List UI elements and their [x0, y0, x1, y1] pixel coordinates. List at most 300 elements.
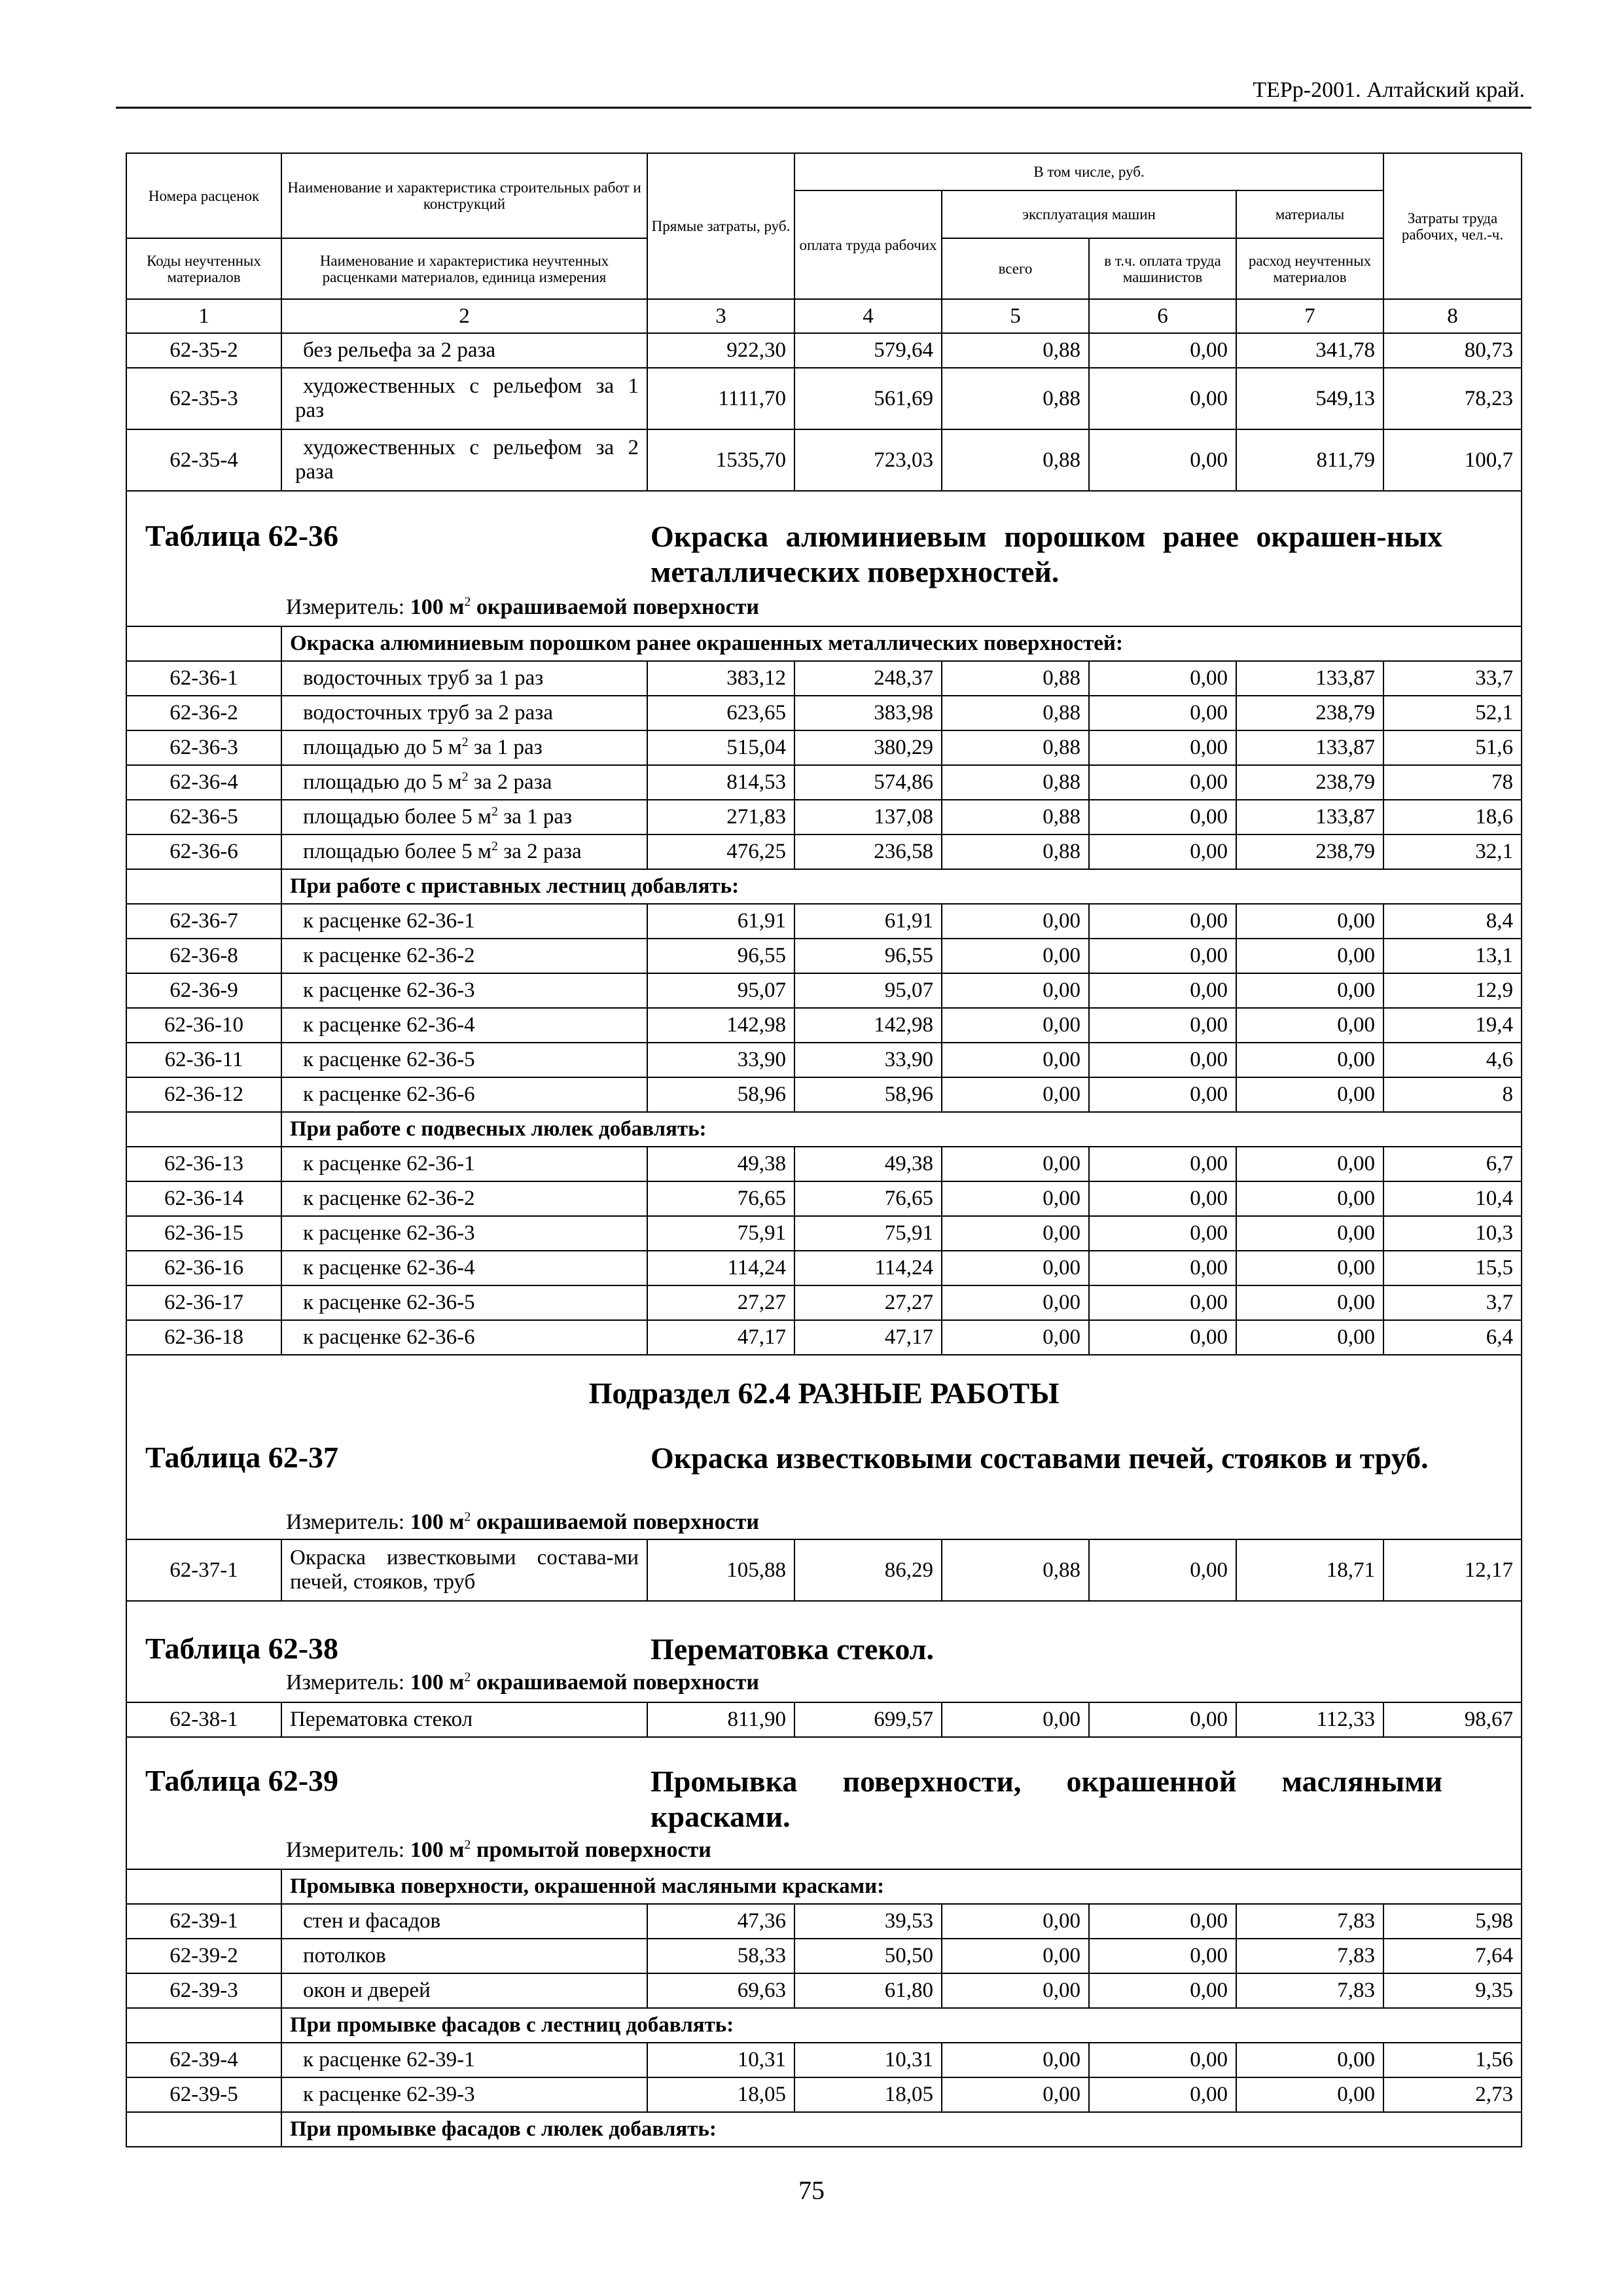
- cell-mach-total: 0,00: [942, 1077, 1089, 1112]
- table-label: Таблица 62-39: [145, 1764, 339, 1797]
- cell-hours: 8: [1383, 1077, 1522, 1112]
- measure-rest: окрашиваемой поверхности: [476, 1510, 759, 1534]
- cell-labor: 27,27: [794, 1285, 942, 1320]
- cell-hours: 5,98: [1383, 1904, 1522, 1939]
- cell-direct: 623,65: [647, 696, 794, 730]
- cell-materials: 0,00: [1236, 939, 1383, 973]
- cell-labor: 579,64: [794, 333, 942, 368]
- cell-direct: 142,98: [647, 1008, 794, 1043]
- cell-hours: 98,67: [1383, 1702, 1522, 1737]
- table-row: [126, 1285, 1522, 1320]
- cell-labor: 58,96: [794, 1077, 942, 1112]
- cell-labor: 49,38: [794, 1147, 942, 1181]
- cell-materials: 238,79: [1236, 765, 1383, 800]
- cell-labor: 383,98: [794, 696, 942, 730]
- cell-direct: 95,07: [647, 973, 794, 1008]
- rate-name: окон и дверей: [281, 1973, 647, 2008]
- cell-materials: 0,00: [1236, 1077, 1383, 1112]
- cell-mach-total: 0,00: [942, 1973, 1089, 2008]
- cell-mach-total: 0,00: [942, 973, 1089, 1008]
- table-measure: [286, 1509, 759, 1535]
- cell-mach-labor: 0,00: [1089, 939, 1236, 973]
- rate-name-sup: 2: [461, 735, 469, 749]
- cell-mach-labor: 0,00: [1089, 696, 1236, 730]
- rate-name: без рельефа за 2 раза: [281, 333, 647, 368]
- table-row: [126, 1539, 1522, 1601]
- rate-name-part: за 1 раз: [497, 805, 573, 829]
- cell-direct: 47,17: [647, 1320, 794, 1355]
- cell-mach-total: 0,00: [942, 939, 1089, 973]
- table-row: [126, 904, 1522, 939]
- cell-mach-total: 0,88: [942, 661, 1089, 696]
- rate-name-part: площадью более 5 м: [303, 805, 491, 829]
- group-row: [126, 2112, 1522, 2147]
- head-code-bottom: Коды неучтенных материалов: [126, 238, 281, 299]
- cell-hours: 4,6: [1383, 1043, 1522, 1077]
- measure-sup: 2: [464, 1670, 471, 1685]
- table-measure: [286, 1837, 711, 1863]
- cell-hours: 18,6: [1383, 800, 1522, 834]
- measure-sup: 2: [464, 1509, 471, 1524]
- cell-labor: 137,08: [794, 800, 942, 834]
- table-row: [126, 1702, 1522, 1737]
- cell-mach-total: 0,00: [942, 2043, 1089, 2077]
- cell-materials: 0,00: [1236, 1008, 1383, 1043]
- column-number: 2: [281, 299, 647, 333]
- cell-hours: 100,7: [1383, 429, 1522, 491]
- cell-mach-total: 0,00: [942, 1702, 1089, 1737]
- cell-direct: 69,63: [647, 1973, 794, 2008]
- head-name-bottom: Наименование и характеристика неучтенных расценками материалов, единица измерения: [281, 238, 647, 299]
- group-code-cell: [126, 1869, 281, 1904]
- cell-mach-labor: 0,00: [1089, 1043, 1236, 1077]
- column-number: 5: [942, 299, 1089, 333]
- group-row: [126, 1869, 1522, 1904]
- cell-direct: 105,88: [647, 1539, 794, 1601]
- table-row: [126, 2043, 1522, 2077]
- table-row: [126, 696, 1522, 730]
- cell-mach-total: 0,88: [942, 368, 1089, 429]
- subsection-title: Подраздел 62.4 РАЗНЫЕ РАБОТЫ: [588, 1376, 1060, 1410]
- table-title: Окраска алюминиевым порошком ранее окрашен-ных металлических поверхностей.: [651, 520, 1442, 588]
- cell-mach-labor: 0,00: [1089, 1702, 1236, 1737]
- cell-mach-labor: 0,00: [1089, 1077, 1236, 1112]
- table-row: [126, 1904, 1522, 1939]
- cell-mach-total: 0,88: [942, 1539, 1089, 1601]
- cell-mach-labor: 0,00: [1089, 1216, 1236, 1251]
- measure-prefix: Измеритель:: [286, 595, 405, 619]
- cell-direct: 58,33: [647, 1939, 794, 1973]
- cell-direct: 96,55: [647, 939, 794, 973]
- cell-materials: 0,00: [1236, 1216, 1383, 1251]
- cell-mach-labor: 0,00: [1089, 800, 1236, 834]
- table-row: [126, 661, 1522, 696]
- rate-name: водосточных труб за 1 раз: [281, 661, 647, 696]
- cell-direct: 33,90: [647, 1043, 794, 1077]
- rate-name: к расценке 62-36-5: [281, 1285, 647, 1320]
- rate-name: к расценке 62-39-1: [281, 2043, 647, 2077]
- cell-mach-labor: 0,00: [1089, 1973, 1236, 2008]
- rate-code: 62-39-4: [126, 2043, 281, 2077]
- group-code-cell: [126, 869, 281, 904]
- rate-name: к расценке 62-36-2: [281, 1181, 647, 1216]
- measure-rest: промытой поверхности: [476, 1838, 711, 1862]
- cell-hours: 51,6: [1383, 730, 1522, 765]
- cell-direct: 811,90: [647, 1702, 794, 1737]
- cell-labor: 39,53: [794, 1904, 942, 1939]
- rate-name-part: площадью до 5 м: [303, 770, 462, 794]
- cell-mach-labor: 0,00: [1089, 2077, 1236, 2112]
- cell-mach-labor: 0,00: [1089, 1539, 1236, 1601]
- rate-code: 62-35-4: [126, 429, 281, 491]
- rate-name: Окраска известковыми состава-ми печей, стояков, труб: [281, 1539, 647, 1601]
- rate-code: 62-36-13: [126, 1147, 281, 1181]
- table-row: [126, 1973, 1522, 2008]
- table-head-row: [126, 153, 1522, 190]
- table-measure: [286, 1670, 759, 1696]
- cell-mach-labor: 0,00: [1089, 429, 1236, 491]
- cell-direct: 18,05: [647, 2077, 794, 2112]
- table-heading-band: [126, 1355, 1522, 1539]
- rate-code: 62-36-5: [126, 800, 281, 834]
- rate-name-sup: 2: [491, 804, 498, 819]
- rate-name-part: площадью более 5 м: [303, 840, 491, 863]
- cell-direct: 383,12: [647, 661, 794, 696]
- cell-mach-labor: 0,00: [1089, 368, 1236, 429]
- measure-num: 100 м: [410, 1670, 465, 1695]
- cell-materials: 341,78: [1236, 333, 1383, 368]
- cell-mach-labor: 0,00: [1089, 1320, 1236, 1355]
- rate-name: художественных с рельефом за 1 раз: [281, 368, 647, 429]
- rate-name: потолков: [281, 1939, 647, 1973]
- table-row: [126, 939, 1522, 973]
- cell-direct: 10,31: [647, 2043, 794, 2077]
- measure-prefix: Измеритель:: [286, 1510, 405, 1534]
- cell-materials: 238,79: [1236, 834, 1383, 869]
- cell-labor: 76,65: [794, 1181, 942, 1216]
- cell-direct: 1111,70: [647, 368, 794, 429]
- cell-mach-labor: 0,00: [1089, 973, 1236, 1008]
- cell-hours: 6,4: [1383, 1320, 1522, 1355]
- head-materials: материалы: [1236, 190, 1383, 238]
- cell-labor: 380,29: [794, 730, 942, 765]
- rate-name-part: за 2 раза: [497, 840, 582, 863]
- table-row: [126, 1008, 1522, 1043]
- cell-mach-total: 0,88: [942, 429, 1089, 491]
- cell-labor: 47,17: [794, 1320, 942, 1355]
- rate-name: [281, 800, 647, 834]
- table-row: [126, 2077, 1522, 2112]
- rate-code: 62-35-3: [126, 368, 281, 429]
- table-title: Промывка поверхности, окрашенной масляными красками.: [651, 1765, 1442, 1833]
- rate-name: к расценке 62-36-3: [281, 973, 647, 1008]
- rate-name: к расценке 62-36-5: [281, 1043, 647, 1077]
- rate-code: 62-36-14: [126, 1181, 281, 1216]
- cell-mach-total: 0,88: [942, 834, 1089, 869]
- table-heading-band: [126, 491, 1522, 626]
- cell-materials: 811,79: [1236, 429, 1383, 491]
- rate-name: [281, 730, 647, 765]
- cell-hours: 10,4: [1383, 1181, 1522, 1216]
- table-row: [126, 1043, 1522, 1077]
- head-hours: Затраты труда рабочих, чел.-ч.: [1383, 153, 1522, 299]
- rate-code: 62-38-1: [126, 1702, 281, 1737]
- cell-hours: 10,3: [1383, 1216, 1522, 1251]
- cell-labor: 142,98: [794, 1008, 942, 1043]
- cell-hours: 8,4: [1383, 904, 1522, 939]
- cell-direct: 61,91: [647, 904, 794, 939]
- rate-name: к расценке 62-36-6: [281, 1077, 647, 1112]
- rate-code: 62-36-4: [126, 765, 281, 800]
- table-row: [126, 1216, 1522, 1251]
- cell-mach-labor: 0,00: [1089, 333, 1236, 368]
- cell-mach-labor: 0,00: [1089, 1285, 1236, 1320]
- rate-name: к расценке 62-36-4: [281, 1008, 647, 1043]
- cell-hours: 52,1: [1383, 696, 1522, 730]
- cell-materials: 0,00: [1236, 1043, 1383, 1077]
- cell-direct: 114,24: [647, 1251, 794, 1285]
- cell-labor: 61,91: [794, 904, 942, 939]
- head-incl: В том числе, руб.: [794, 153, 1383, 190]
- cell-hours: 3,7: [1383, 1285, 1522, 1320]
- cell-mach-labor: 0,00: [1089, 904, 1236, 939]
- cell-direct: 814,53: [647, 765, 794, 800]
- cell-hours: 1,56: [1383, 2043, 1522, 2077]
- cell-mach-total: 0,00: [942, 1216, 1089, 1251]
- group-row: [126, 1112, 1522, 1147]
- rate-name: к расценке 62-39-3: [281, 2077, 647, 2112]
- column-number-row: [126, 299, 1522, 333]
- page-number: 75: [798, 2176, 825, 2205]
- table-label: Таблица 62-36: [145, 519, 339, 552]
- cell-hours: 13,1: [1383, 939, 1522, 973]
- head-machines: эксплуатация машин: [942, 190, 1236, 238]
- cell-mach-labor: 0,00: [1089, 1181, 1236, 1216]
- rate-name-sup: 2: [491, 839, 498, 853]
- table-row: [126, 1251, 1522, 1285]
- cell-mach-total: 0,00: [942, 1043, 1089, 1077]
- cell-materials: 133,87: [1236, 800, 1383, 834]
- rate-code: 62-36-3: [126, 730, 281, 765]
- rate-code: 62-36-8: [126, 939, 281, 973]
- measure-sup: 2: [464, 1837, 471, 1852]
- rate-name: Перематовка стекол: [281, 1702, 647, 1737]
- table-heading-band: [126, 1737, 1522, 1869]
- rate-name: стен и фасадов: [281, 1904, 647, 1939]
- cell-labor: 236,58: [794, 834, 942, 869]
- cell-direct: 476,25: [647, 834, 794, 869]
- header-title: ТЕРр-2001. Алтайский край.: [1253, 78, 1525, 102]
- cell-hours: 9,35: [1383, 1973, 1522, 2008]
- cell-materials: 0,00: [1236, 1181, 1383, 1216]
- table-row: [126, 429, 1522, 491]
- cell-labor: 114,24: [794, 1251, 942, 1285]
- cell-mach-total: 0,00: [942, 1285, 1089, 1320]
- group-row: [126, 869, 1522, 904]
- cell-hours: 7,64: [1383, 1939, 1522, 1973]
- cell-labor: 723,03: [794, 429, 942, 491]
- head-mach-labor: в т.ч. оплата труда машинистов: [1089, 238, 1236, 299]
- cell-hours: 12,17: [1383, 1539, 1522, 1601]
- rate-code: 62-36-6: [126, 834, 281, 869]
- table-row: [126, 1939, 1522, 1973]
- cell-labor: 96,55: [794, 939, 942, 973]
- cell-labor: 95,07: [794, 973, 942, 1008]
- cell-mach-labor: 0,00: [1089, 1939, 1236, 1973]
- cell-labor: 50,50: [794, 1939, 942, 1973]
- measure-prefix: Измеритель:: [286, 1838, 405, 1862]
- cell-hours: 19,4: [1383, 1008, 1522, 1043]
- cell-mach-labor: 0,00: [1089, 2043, 1236, 2077]
- cell-labor: 61,80: [794, 1973, 942, 2008]
- cell-mach-total: 0,00: [942, 1904, 1089, 1939]
- measure-rest: окрашиваемой поверхности: [476, 595, 759, 619]
- head-labor: оплата труда рабочих: [794, 190, 942, 299]
- cell-labor: 33,90: [794, 1043, 942, 1077]
- table-row: [126, 765, 1522, 800]
- cell-hours: 6,7: [1383, 1147, 1522, 1181]
- table-label: Таблица 62-37: [145, 1441, 339, 1474]
- cell-labor: 561,69: [794, 368, 942, 429]
- rate-code: 62-36-15: [126, 1216, 281, 1251]
- group-row: [126, 626, 1522, 661]
- cell-direct: 49,38: [647, 1147, 794, 1181]
- rate-name: к расценке 62-36-4: [281, 1251, 647, 1285]
- column-number: 8: [1383, 299, 1522, 333]
- cell-mach-total: 0,88: [942, 333, 1089, 368]
- cell-mach-total: 0,00: [942, 904, 1089, 939]
- rate-code: 62-36-9: [126, 973, 281, 1008]
- table-measure: [286, 594, 759, 620]
- rate-code: 62-39-3: [126, 1973, 281, 2008]
- cell-labor: 248,37: [794, 661, 942, 696]
- rate-code: 62-36-12: [126, 1077, 281, 1112]
- page-header: [116, 75, 1531, 109]
- cell-labor: 18,05: [794, 2077, 942, 2112]
- rate-name: к расценке 62-36-1: [281, 904, 647, 939]
- cell-materials: 0,00: [1236, 2043, 1383, 2077]
- cell-mach-labor: 0,00: [1089, 1251, 1236, 1285]
- group-title: Окраска алюминиевым порошком ранее окрашенных металлических поверхностей:: [281, 626, 1522, 661]
- cell-mach-total: 0,00: [942, 1251, 1089, 1285]
- rate-name: к расценке 62-36-3: [281, 1216, 647, 1251]
- group-code-cell: [126, 1112, 281, 1147]
- column-number: 3: [647, 299, 794, 333]
- cell-hours: 78,23: [1383, 368, 1522, 429]
- table-heading-62-39: [126, 1737, 1522, 1869]
- rate-code: 62-36-18: [126, 1320, 281, 1355]
- rate-code: 62-36-17: [126, 1285, 281, 1320]
- rate-name: к расценке 62-36-6: [281, 1320, 647, 1355]
- cell-mach-total: 0,00: [942, 2077, 1089, 2112]
- table-heading-band: [126, 1601, 1522, 1702]
- cell-materials: 7,83: [1236, 1904, 1383, 1939]
- table-row: [126, 1147, 1522, 1181]
- table-row: [126, 834, 1522, 869]
- group-code-cell: [126, 626, 281, 661]
- table-label: Таблица 62-38: [145, 1632, 339, 1665]
- cell-labor: 10,31: [794, 2043, 942, 2077]
- cell-materials: 0,00: [1236, 973, 1383, 1008]
- cell-labor: 75,91: [794, 1216, 942, 1251]
- cell-direct: 922,30: [647, 333, 794, 368]
- rate-code: 62-39-2: [126, 1939, 281, 1973]
- rate-code: 62-36-10: [126, 1008, 281, 1043]
- rate-name: художественных с рельефом за 2 раза: [281, 429, 647, 491]
- table-row: [126, 333, 1522, 368]
- table-heading-62-38: [126, 1601, 1522, 1702]
- table-title: Перематовка стекол.: [651, 1632, 935, 1666]
- cell-labor: 86,29: [794, 1539, 942, 1601]
- table-title: Окраска известковыми составами печей, стояков и труб.: [651, 1441, 1429, 1475]
- cell-materials: 18,71: [1236, 1539, 1383, 1601]
- measure-num: 100 м: [410, 1838, 465, 1862]
- rate-code: 62-36-2: [126, 696, 281, 730]
- cell-materials: 133,87: [1236, 730, 1383, 765]
- cell-hours: 15,5: [1383, 1251, 1522, 1285]
- cell-materials: 0,00: [1236, 2077, 1383, 2112]
- rate-code: 62-36-11: [126, 1043, 281, 1077]
- rate-code: 62-39-1: [126, 1904, 281, 1939]
- cell-direct: 76,65: [647, 1181, 794, 1216]
- rate-code: 62-36-16: [126, 1251, 281, 1285]
- cell-materials: 0,00: [1236, 1251, 1383, 1285]
- measure-prefix: Измеритель:: [286, 1670, 405, 1695]
- cell-mach-labor: 0,00: [1089, 834, 1236, 869]
- measure-sup: 2: [464, 594, 471, 609]
- rate-code: 62-39-5: [126, 2077, 281, 2112]
- rate-name-sup: 2: [461, 770, 469, 784]
- table-row: [126, 1181, 1522, 1216]
- cell-direct: 27,27: [647, 1285, 794, 1320]
- table-row: [126, 1320, 1522, 1355]
- cell-hours: 32,1: [1383, 834, 1522, 869]
- cell-mach-total: 0,00: [942, 1008, 1089, 1043]
- cell-mach-total: 0,00: [942, 1320, 1089, 1355]
- table-row: [126, 973, 1522, 1008]
- cell-materials: 0,00: [1236, 1320, 1383, 1355]
- cell-mach-labor: 0,00: [1089, 661, 1236, 696]
- cell-materials: 112,33: [1236, 1702, 1383, 1737]
- cell-hours: 12,9: [1383, 973, 1522, 1008]
- head-mat-unacc: расход неучтенных материалов: [1236, 238, 1383, 299]
- cell-hours: 80,73: [1383, 333, 1522, 368]
- head-mach-total: всего: [942, 238, 1089, 299]
- group-code-cell: [126, 2112, 281, 2147]
- cell-hours: 78: [1383, 765, 1522, 800]
- cell-mach-total: 0,88: [942, 696, 1089, 730]
- cell-direct: 271,83: [647, 800, 794, 834]
- rate-name-part: площадью до 5 м: [303, 736, 462, 759]
- table-row: [126, 1077, 1522, 1112]
- cell-mach-labor: 0,00: [1089, 730, 1236, 765]
- cell-materials: 0,00: [1236, 904, 1383, 939]
- cell-materials: 0,00: [1236, 1147, 1383, 1181]
- cell-materials: 549,13: [1236, 368, 1383, 429]
- column-number: 4: [794, 299, 942, 333]
- cell-direct: 58,96: [647, 1077, 794, 1112]
- cell-materials: 7,83: [1236, 1973, 1383, 2008]
- cell-mach-labor: 0,00: [1089, 1008, 1236, 1043]
- measure-rest: окрашиваемой поверхности: [476, 1670, 759, 1695]
- rate-code: 62-36-1: [126, 661, 281, 696]
- cell-materials: 0,00: [1236, 1285, 1383, 1320]
- cell-materials: 133,87: [1236, 661, 1383, 696]
- rate-name: [281, 765, 647, 800]
- measure-num: 100 м: [410, 595, 465, 619]
- rate-code: 62-36-7: [126, 904, 281, 939]
- cell-mach-total: 0,00: [942, 1939, 1089, 1973]
